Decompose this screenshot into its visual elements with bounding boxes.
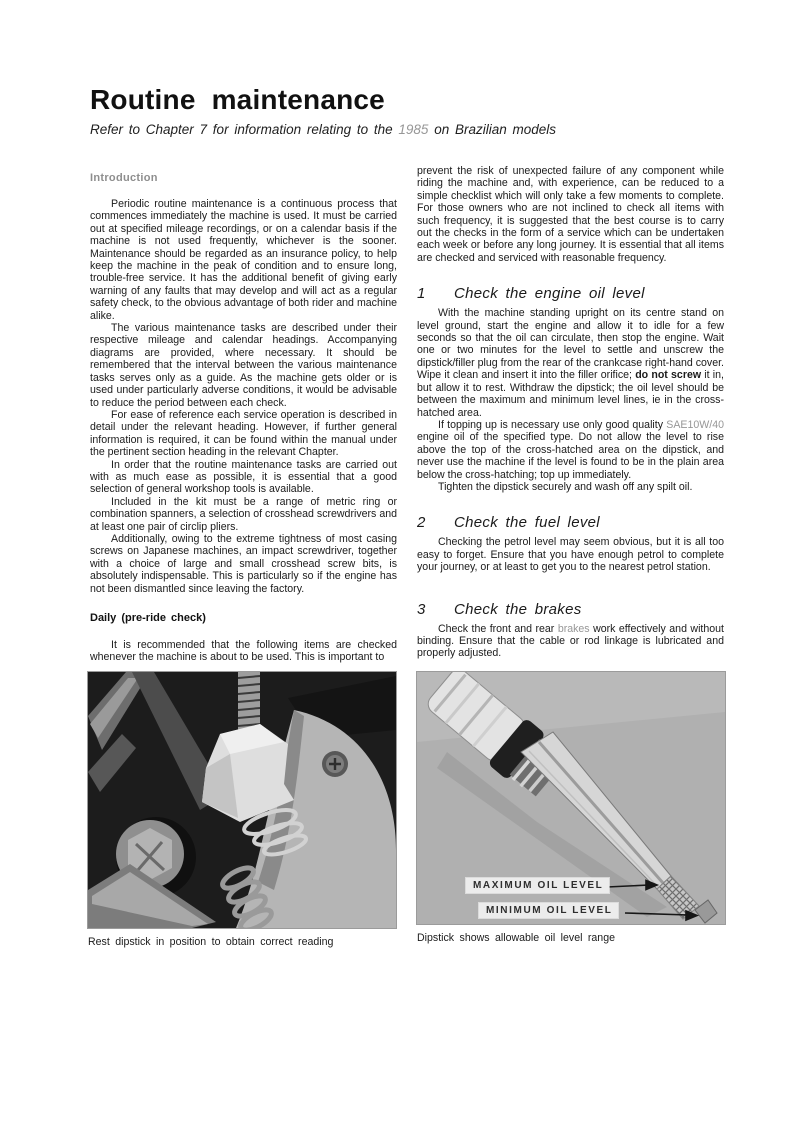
section-2-heading	[417, 514, 724, 531]
section-1-paragraph-1	[417, 307, 724, 419]
figure-dipstick-resting	[88, 672, 396, 948]
intro-paragraph-3: For ease of reference each service operation is described in detail under the relevant heading. However, if further general information is required, it can be found within the manual under the pertinent section heading in the relevant Chapter.	[90, 408, 397, 459]
daily-check-heading: Daily (pre-ride check)	[90, 612, 206, 624]
p2-oil-grade: SAE10W/40	[666, 418, 724, 431]
figure-dipstick-range	[417, 672, 725, 944]
label-maximum-oil-level: MAXIMUM OIL LEVEL	[466, 878, 609, 893]
section-check-fuel	[417, 514, 724, 573]
section-1-title: Check the engine oil level	[454, 285, 645, 303]
intro-paragraph-1: Periodic routine maintenance is a continuous process that commences immediately the machine is used. It must be carried out at specified mileage recordings, or on a calendar basis if the machine is not used frequently, whichever is the sooner. Maintenance should be regarded as an insurance policy, to help keep the machine in the peak of condition and to ensure long, trouble-free service. It has the additional benefit of giving early warning of any faults that may develop and will act as a regular safety check, to the obvious advantage of both rider and machine alike.	[90, 198, 397, 322]
continuation-paragraph: prevent the risk of unexpected failure of any component while riding the machine and, with experience, can be reduced to a simple checklist which will only take a few moments to complete. For those owners who are not inclined to check all items with such frequency, it is suggested that the best course is to carry out the checks in the form of a service which can be undertaken each week or before any long journey. It is essential that all items are checked and serviced with reasonable frequency.	[417, 165, 724, 264]
introduction-heading: Introduction	[90, 172, 158, 184]
section-check-engine-oil	[417, 285, 724, 493]
section-1-number: 1	[417, 285, 426, 303]
intro-paragraph-5: Included in the kit must be a range of metric ring or combination spanners, a selection of crosshead screwdrivers and at least one pair of circlip pliers.	[90, 495, 397, 533]
p-brakes-word: brakes	[557, 622, 590, 635]
left-column	[90, 172, 397, 664]
intro-paragraph-4: In order that the routine maintenance tasks are carried out with as much ease as possible, it is essential that a good selection of general workshop tools is available.	[90, 458, 397, 496]
p1-post: it in, but allow it to rest. Withdraw the dipstick; the oil level should be between the maximum and minimum level lines, ie in the cross-hatched area.	[417, 369, 724, 419]
section-2-title: Check the fuel level	[454, 514, 600, 532]
p-post: work effectively and without binding. Ensure that the cable or rod linkage is lubricated and properly adjusted.	[417, 622, 724, 660]
section-3-number: 3	[417, 600, 426, 618]
p-pre: Check the front and rear	[438, 622, 558, 635]
subtitle-year: 1985	[398, 122, 429, 137]
p1-pre: With the machine standing upright on its centre stand on level ground, start the engine and allow it to idle for a few seconds so that the oil can circulate, then stop the engine. Wait one or two minutes for the level to settle and unscrew the dipstick/filler plug from the rear of the crankcase right-hand cover. Wipe it clean and insert it into the filler orifice;	[417, 307, 724, 382]
intro-paragraph-6: Additionally, owing to the extreme tightness of most casing screws on Japanese machines, an impact screwdriver, together with a choice of large and small crosshead screw bits, is absolutely indispensable. This is particularly so if the engine has not been dismantled since leaving the factory.	[90, 532, 397, 595]
label-minimum-oil-level: MINIMUM OIL LEVEL	[479, 903, 618, 918]
subtitle-post: on Brazilian models	[428, 122, 557, 137]
section-3-paragraph-1	[417, 623, 724, 660]
section-1-heading	[417, 285, 724, 302]
page-subtitle	[90, 122, 556, 137]
section-2-paragraph-1: Checking the petrol level may seem obvious, but it is all too easy to forget. Ensure that you have enough petrol to complete your journey, or at least to get you to the nearest petrol station.	[417, 536, 724, 574]
intro-paragraph-2: The various maintenance tasks are described under their respective mileage and calendar headings. Accompanying diagrams are provided, where necessary. It should be remembered that the interval between the various maintenance tasks serves only as a guide. As the machine gets older or is used under particularly adverse conditions, it would be advisable to reduce the period between each check.	[90, 322, 397, 409]
page-title: Routine maintenance	[90, 84, 385, 115]
p2-pre: If topping up is necessary use only good quality	[438, 418, 667, 431]
photo-engine-dipstick	[88, 672, 396, 928]
p1-bold-phrase: do not screw	[635, 369, 702, 382]
figure-left-caption: Rest dipstick in position to obtain correct reading	[88, 936, 334, 948]
p2-post: engine oil of the specified type. Do not allow the level to rise above the top of the cross-hatched area on the dipstick, and never use the machine if the level is found to be in the plain area below the cross-hatching; top up immediately.	[417, 431, 724, 481]
figure-right-caption: Dipstick shows allowable oil level range	[417, 932, 615, 944]
section-2-number: 2	[417, 514, 426, 532]
section-3-title: Check the brakes	[454, 600, 582, 618]
right-column	[417, 165, 724, 660]
section-check-brakes	[417, 601, 724, 660]
subtitle-pre: Refer to Chapter 7 for information relating to the	[90, 122, 399, 137]
section-1-paragraph-2	[417, 419, 724, 481]
daily-check-paragraph: It is recommended that the following items are checked whenever the machine is about to be used. This is important to	[90, 639, 397, 664]
section-3-heading	[417, 601, 724, 618]
section-1-paragraph-3: Tighten the dipstick securely and wash off any spilt oil.	[438, 480, 693, 493]
